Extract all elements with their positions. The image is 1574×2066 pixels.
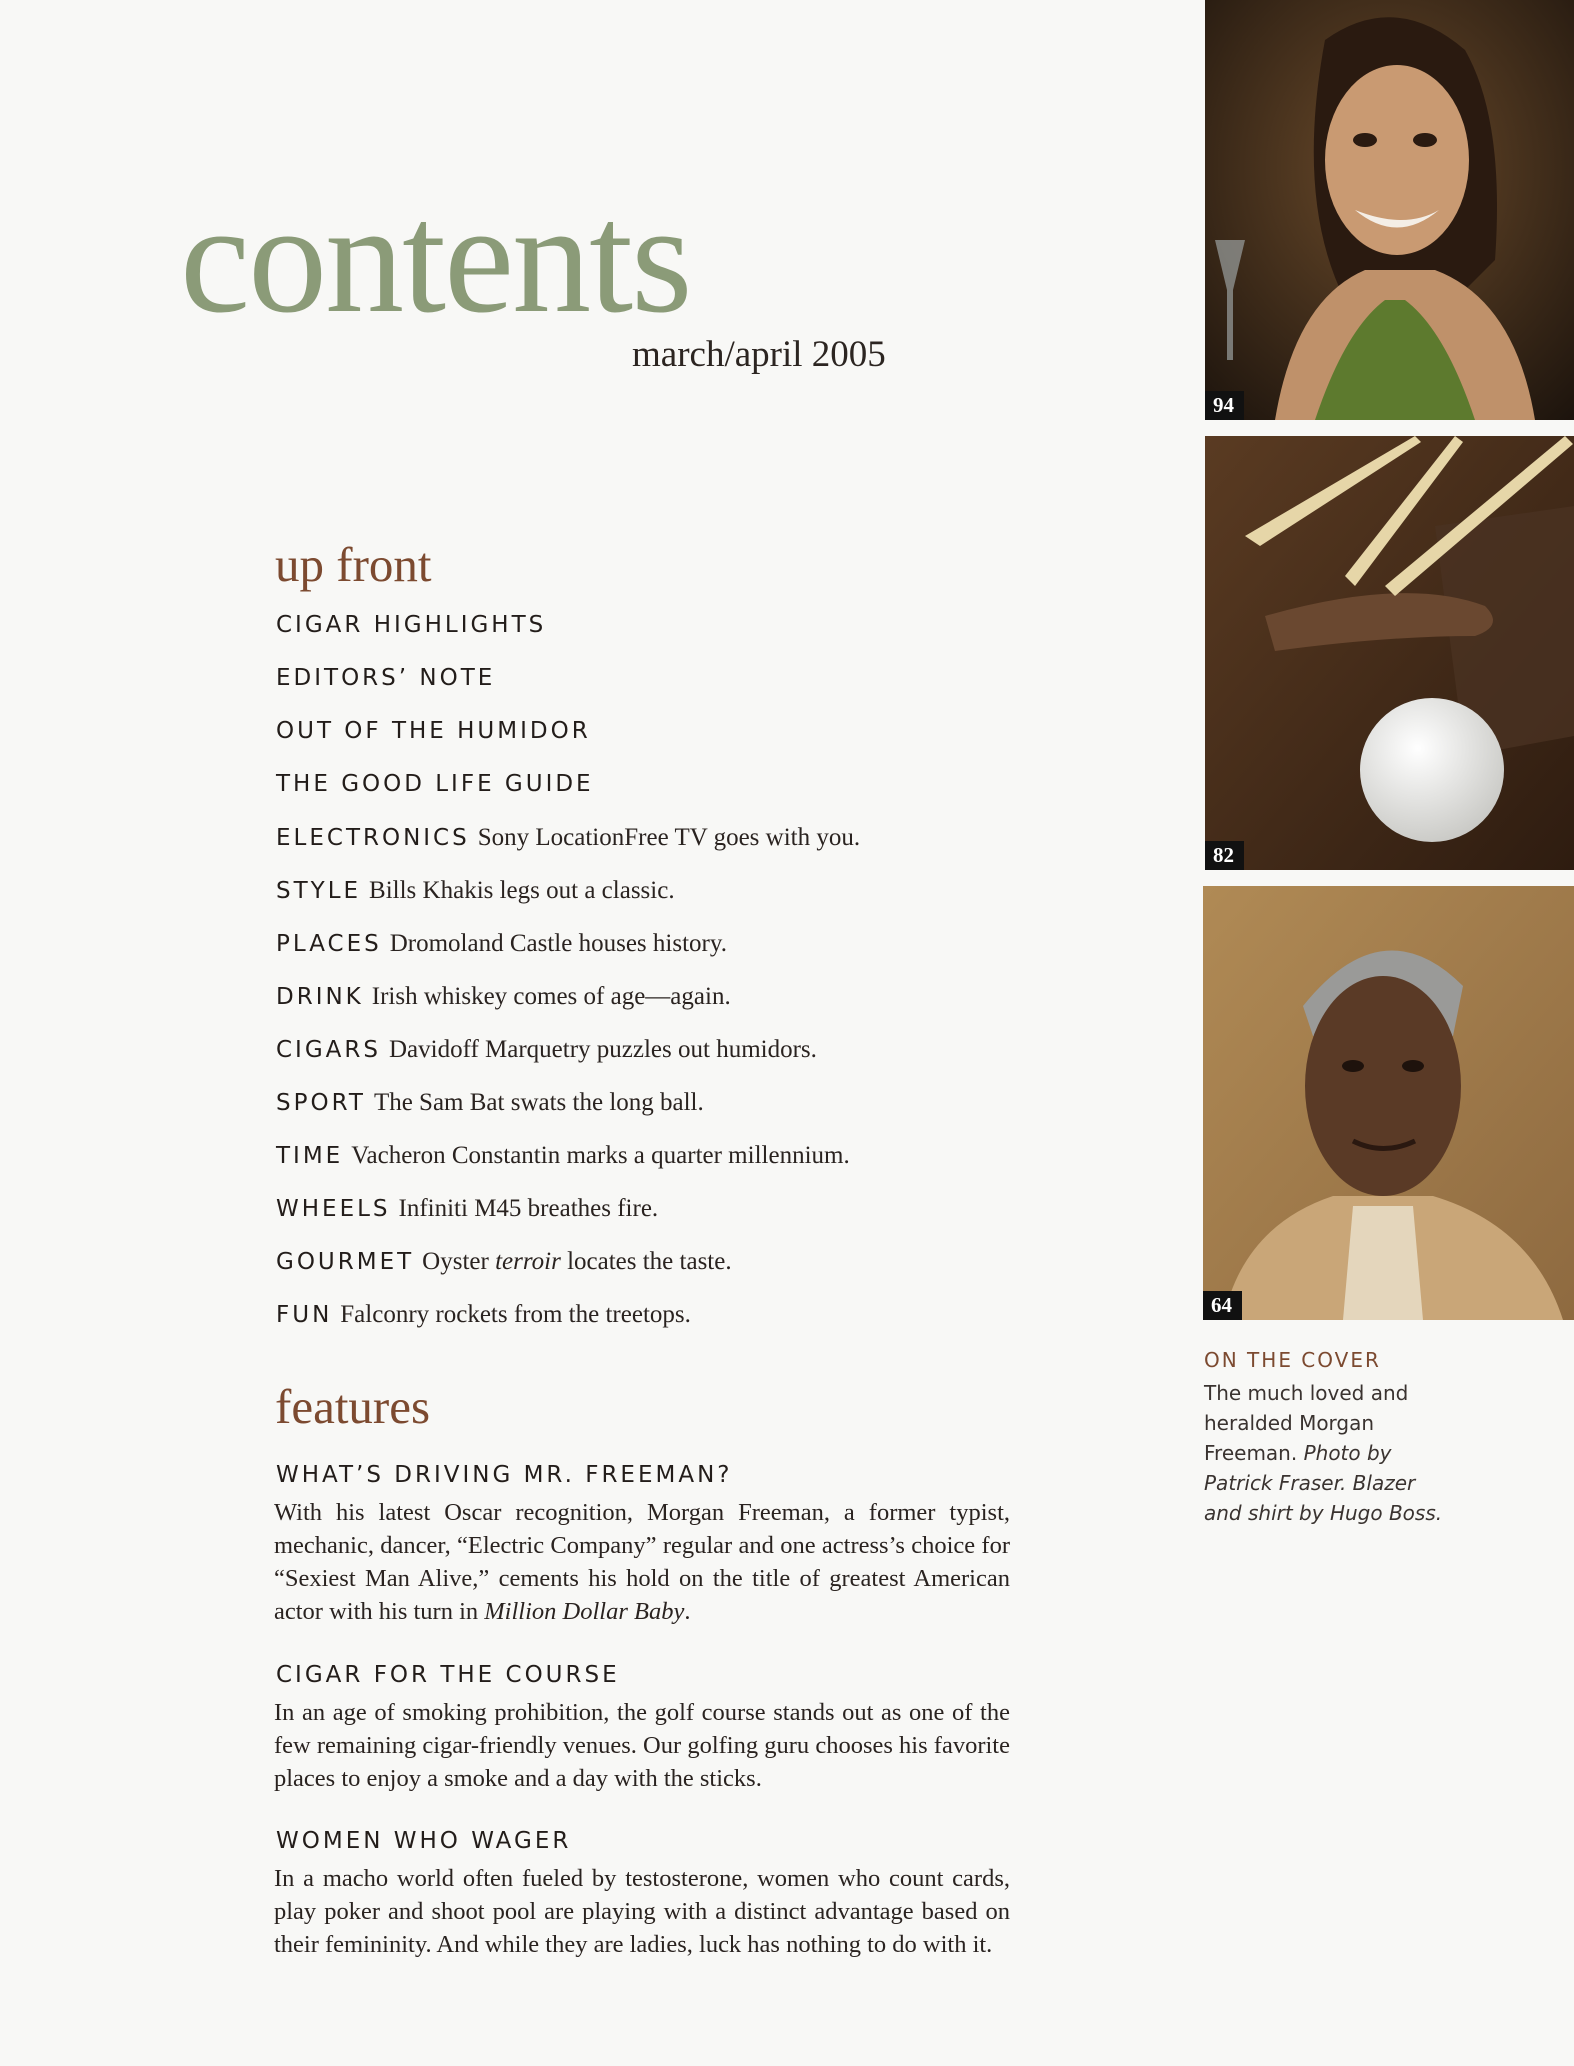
toc-title: OUT OF THE HUMIDOR [276, 718, 591, 744]
toc-entry[interactable] [0, 608, 1180, 658]
issue-date: march/april 2005 [632, 334, 886, 375]
toc-title: SPORT The Sam Bat swats the long ball. [276, 1089, 704, 1116]
photo-page-badge: 64 [1203, 1291, 1242, 1320]
golf-ball-and-tees-photo [1205, 436, 1574, 870]
woman-portrait-photo [1205, 0, 1574, 420]
feature-body: In an age of smoking prohibition, the golf course stands out as one of the few remaining cigar-friendly venues. Our golfing guru chooses his favorite places to enjoy a smoke and a day with the sticks. [274, 1699, 1010, 1792]
section-heading-features: features [275, 1379, 431, 1434]
toc-entry[interactable] [0, 1297, 1180, 1347]
toc-description: Sony LocationFree TV goes with you. [477, 824, 861, 851]
cover-caption-text: The much loved and heralded Morgan Freeman. Photo by Patrick Fraser. Blazer and shirt by Hugo Boss. [1204, 1381, 1443, 1525]
toc-entry[interactable] [0, 661, 1180, 711]
toc-description: Irish whiskey comes of age—again. [371, 983, 731, 1010]
toc-description: Davidoff Marquetry puzzles out humidors. [388, 1036, 817, 1063]
toc-title: CIGAR HIGHLIGHTS [276, 612, 547, 638]
photo-cover[interactable] [1203, 886, 1574, 1320]
cover-caption-title: ON THE COVER [1204, 1348, 1381, 1372]
toc-entry[interactable] [0, 1085, 1180, 1135]
page-title: contents [180, 171, 691, 346]
toc-entry[interactable] [0, 767, 1180, 817]
toc-entry[interactable] [0, 714, 1180, 764]
toc-description: The Sam Bat swats the long ball. [373, 1089, 704, 1116]
toc-entry[interactable] [0, 1191, 1180, 1241]
toc-entry[interactable] [0, 820, 1180, 870]
photo-golf[interactable] [1205, 436, 1574, 870]
toc-description: Infiniti M45 breathes fire. [398, 1195, 659, 1222]
feature-gambling[interactable] [0, 1820, 1180, 2000]
toc-description: Bills Khakis legs out a classic. [369, 877, 675, 904]
toc-entry[interactable] [0, 1032, 1180, 1082]
toc-title: WHEELS Infiniti M45 breathes fire. [276, 1195, 659, 1222]
toc-entry[interactable] [0, 926, 1180, 976]
toc-title: TIME Vacheron Constantin marks a quarter millennium. [276, 1142, 850, 1169]
feature-title: WHAT’S DRIVING MR. FREEMAN? [276, 1462, 733, 1488]
toc-description: Vacheron Constantin marks a quarter millennium. [351, 1142, 850, 1169]
toc-title: CIGARS Davidoff Marquetry puzzles out humidors. [276, 1036, 817, 1063]
toc-entry[interactable] [0, 1138, 1180, 1188]
feature-title: CIGAR FOR THE COURSE [276, 1662, 620, 1688]
feature-body-italic: Million Dollar Baby [484, 1598, 685, 1625]
feature-title: WOMEN WHO WAGER [276, 1828, 572, 1854]
toc-description: Dromoland Castle houses history. [389, 930, 727, 957]
feature-body: With his latest Oscar recognition, Morgan Freeman, a former typist, mechanic, dancer, “Electric Company” regular and one actress’s choice for “Sexiest Man Alive,” cements his hold on the title of greatest American actor with his turn in Million Dollar Baby. [274, 1499, 1010, 1625]
feature-body: In a macho world often fueled by testosterone, women who count cards, play poker and shoot pool are playing with a distinct advantage based on their femininity. And while they are ladies, luck has nothing to do with it. [274, 1865, 1010, 1958]
toc-title: THE GOOD LIFE GUIDE [276, 771, 594, 797]
feature-cover-story[interactable] [0, 1454, 1180, 1634]
photo-page-badge: 82 [1205, 841, 1244, 870]
toc-title: STYLE Bills Khakis legs out a classic. [276, 877, 675, 904]
toc-title: ELECTRONICS Sony LocationFree TV goes with you. [276, 824, 861, 851]
photo-page-badge: 94 [1205, 391, 1244, 420]
morgan-freeman-portrait-photo [1203, 886, 1574, 1320]
toc-entry[interactable] [0, 1244, 1180, 1294]
photo-woman[interactable] [1205, 0, 1574, 420]
toc-title: EDITORS’ NOTE [276, 665, 496, 691]
cover-photo-credit: Photo by Patrick Fraser. Blazer and shirt by Hugo Boss. [1204, 1441, 1443, 1525]
toc-title: FUN Falconry rockets from the treetops. [276, 1301, 691, 1328]
toc-description: Oyster terroir locates the taste. [422, 1248, 732, 1275]
section-heading-up-front: up front [275, 537, 432, 592]
toc-description: Falconry rockets from the treetops. [340, 1301, 691, 1328]
toc-title: DRINK Irish whiskey comes of age—again. [276, 983, 731, 1010]
feature-golf[interactable] [0, 1654, 1180, 1794]
toc-title: PLACES Dromoland Castle houses history. [276, 930, 727, 957]
toc-title: GOURMET Oyster terroir locates the taste. [276, 1248, 732, 1275]
toc-entry[interactable] [0, 979, 1180, 1029]
toc-entry[interactable] [0, 873, 1180, 923]
